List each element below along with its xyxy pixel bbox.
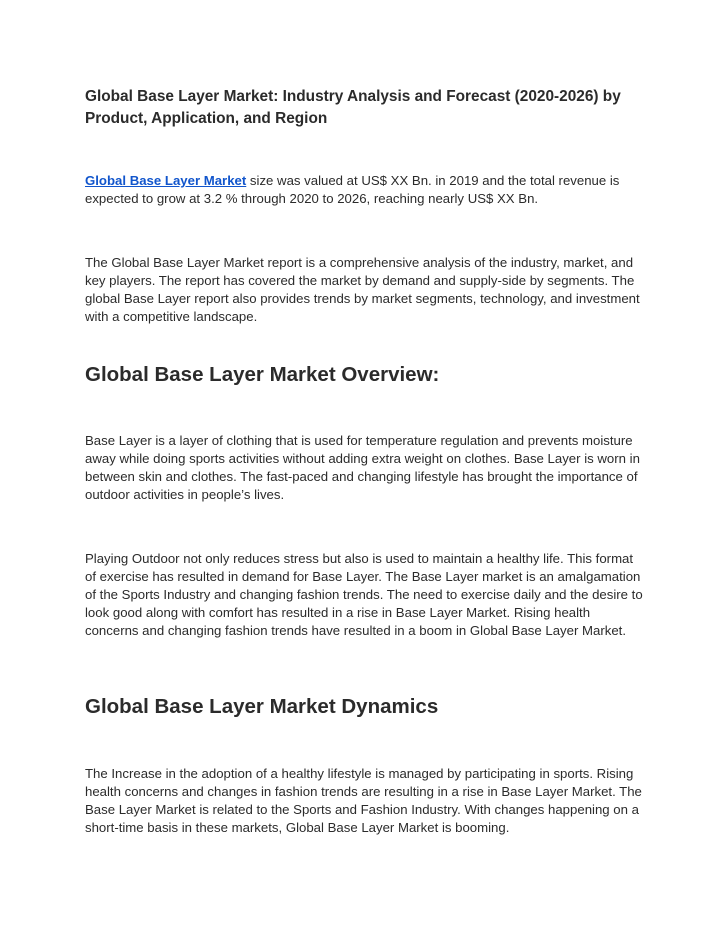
overview-paragraph-2: Playing Outdoor not only reduces stress but also is used to maintain a healthy life. This format of exercise has resulted in demand for Base Layer. The Base Layer market is an amalgamation of the Sports Industry and changing fashion trends. The need to exercise daily and the desire to look good along with comfort has resulted in a rise in Base Layer Market. Rising health concerns and changing fashion trends have resulted in a boom in Global Base Layer Market. xyxy=(85,551,643,638)
overview-heading: Global Base Layer Market Overview: xyxy=(85,363,440,386)
market-link[interactable]: Global Base Layer Market xyxy=(85,173,247,188)
intro-paragraph xyxy=(85,172,645,208)
dynamics-heading: Global Base Layer Market Dynamics xyxy=(85,695,439,718)
intro-text: size was valued at US$ XX Bn. in 2019 and the total revenue is expected to grow at 3.2 % through 2020 to 2026, reaching nearly US$ XX Bn. xyxy=(85,173,620,206)
report-paragraph: The Global Base Layer Market report is a comprehensive analysis of the industry, market, and key players. The report has covered the market by demand and supply-side by segments. The global Base Layer report also provides trends by market segments, technology, and investment with a competitive landscape. xyxy=(85,255,640,324)
dynamics-paragraph-1: The Increase in the adoption of a healthy lifestyle is managed by participating in sports. Rising health concerns and changes in fashion trends are resulting in a rise in Base Layer Market. The Base Layer Market is related to the Sports and Fashion Industry. With changes happening on a short-time basis in these markets, Global Base Layer Market is booming. xyxy=(85,766,642,835)
document-title: Global Base Layer Market: Industry Analysis and Forecast (2020-2026) by Product, Application, and Region xyxy=(85,88,621,127)
overview-paragraph-1: Base Layer is a layer of clothing that is used for temperature regulation and prevents moisture away while doing sports activities without adding extra weight on clothes. Base Layer is worn in between skin and clothes. The fast-paced and changing lifestyle has brought the importance of outdoor activities in people’s lives. xyxy=(85,433,640,502)
